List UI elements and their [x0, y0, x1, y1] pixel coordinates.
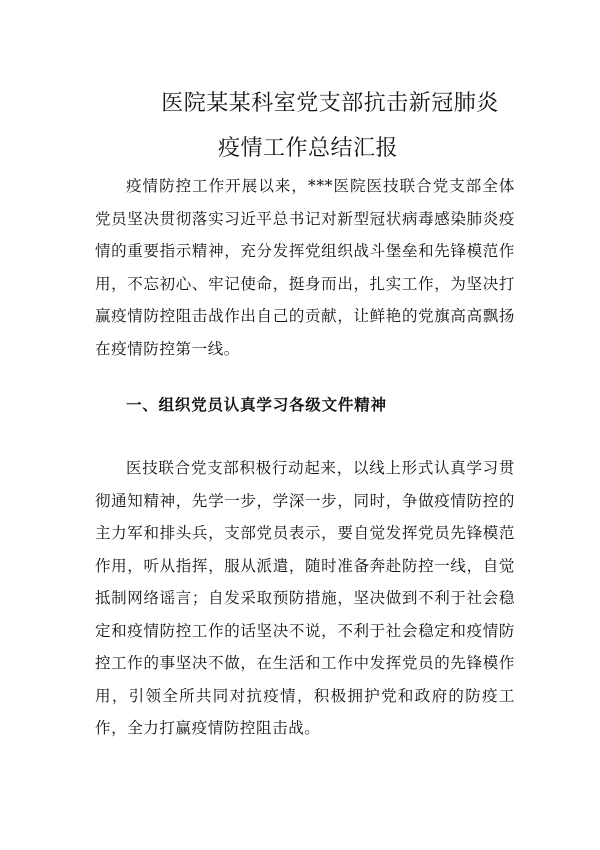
document-title-line-2: 疫情工作总结汇报 [217, 136, 398, 161]
document-title-line-1: 医院某某科室党支部抗击新冠肺炎 [161, 91, 499, 116]
section-1-paragraph: 医技联合党支部积极行动起来，以线上形式认真学习贯彻通知精神，先学一步，学深一步，同时，争做疫情防控的主力军和排头兵，支部党员表示，要自觉发挥党员先锋模范作用，听从指挥，服从派遣，随时准备奔赴防控一线，自觉抵制网络谣言；自发采取预防措施，坚决做到不利于社会稳定和疫情防控工作的话坚决不说，不利于社会稳定和疫情防控工作的事坚决不做，在生活和工作中发挥党员的先锋模作用，引领全所共同对抗疫情，积极拥护党和政府的防疫工作，全力打赢疫情防控阻击战。 [95, 459, 515, 737]
section-1-heading: 一、组织党员认真学习各级文件精神 [126, 396, 387, 414]
intro-paragraph: 疫情防控工作开展以来，***医院医技联合党支部全体党员坚决贯彻落实习近平总书记对新型冠状病毒感染肺炎疫情的重要指示精神，充分发挥党组织战斗堡垒和先锋模范作用，不忘初心、牢记使命，挺身而出，扎实工作，为坚决打赢疫情防控阻击战作出自己的贡献，让鲜艳的党旗高高飘扬在疫情防控第一线。 [95, 177, 515, 358]
